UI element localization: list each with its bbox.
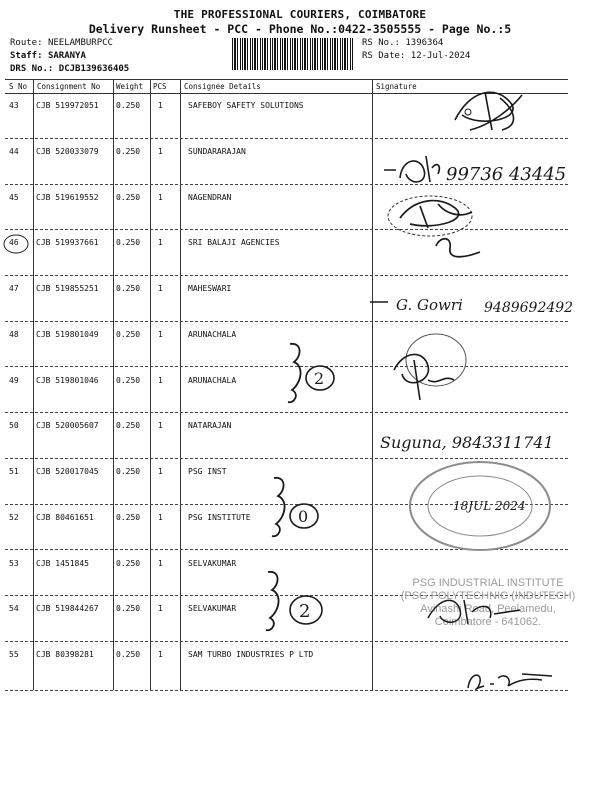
row-weight: 0.250 bbox=[116, 421, 141, 430]
drs-label: DRS No.: bbox=[10, 64, 54, 74]
signature-44-phone: 99736 43445 bbox=[446, 164, 567, 185]
col-pcs: PCS bbox=[153, 82, 167, 91]
route-value: NEELAMBURPCC bbox=[47, 38, 113, 48]
seal-date: 18JUL 2024 bbox=[453, 499, 526, 513]
signature-47-name: G. Gowri bbox=[396, 296, 463, 314]
row-consignee: NATARAJAN bbox=[188, 421, 232, 430]
bracket-mark-51-52 bbox=[268, 472, 328, 542]
row-consignment: CJB 519844267 bbox=[36, 604, 99, 613]
col-consignee: Consignee Details bbox=[184, 82, 261, 91]
col-signature: Signature bbox=[376, 82, 417, 91]
column-divider bbox=[150, 80, 151, 690]
row-sno: 51 bbox=[9, 467, 19, 476]
row-consignment: CJB 519801046 bbox=[36, 376, 99, 385]
drs-value: DCJB139636405 bbox=[58, 64, 130, 74]
row-sno: 54 bbox=[9, 604, 19, 613]
signature-47 bbox=[366, 288, 588, 324]
row-consignment: CJB 520033079 bbox=[36, 147, 99, 156]
rs-no-label: RS No.: bbox=[362, 38, 400, 48]
institute-round-seal bbox=[405, 458, 555, 558]
row-sno: 43 bbox=[9, 101, 19, 110]
route-line bbox=[10, 38, 113, 48]
row-weight: 0.250 bbox=[116, 604, 141, 613]
row-46-circle-mark bbox=[2, 233, 32, 255]
row-sno: 44 bbox=[9, 147, 19, 156]
row-pcs: 1 bbox=[158, 376, 163, 385]
row-divider bbox=[5, 412, 568, 413]
signature-48-49 bbox=[384, 330, 474, 410]
rs-date-line bbox=[362, 51, 470, 61]
row-consignee: PSG INSTITUTE bbox=[188, 513, 251, 522]
row-weight: 0.250 bbox=[116, 376, 141, 385]
col-weight: Weight bbox=[116, 82, 144, 91]
row-pcs: 1 bbox=[158, 193, 163, 202]
runsheet-title: Delivery Runsheet - PCC - Phone No.:0422-3505555 - Page No.:5 bbox=[88, 22, 512, 36]
rs-date-label: RS Date: bbox=[362, 51, 406, 61]
row-consignment: CJB 520017045 bbox=[36, 467, 99, 476]
row-sno: 49 bbox=[9, 376, 19, 385]
signature-45 bbox=[380, 188, 500, 268]
col-consignment: Consignment No bbox=[37, 82, 101, 91]
row-pcs: 1 bbox=[158, 650, 163, 659]
row-divider bbox=[5, 275, 568, 276]
signature-47-phone: 9489692492 bbox=[484, 300, 574, 316]
row-pcs: 1 bbox=[158, 559, 163, 568]
row-consignment: CJB 520005607 bbox=[36, 421, 99, 430]
row-pcs: 1 bbox=[158, 421, 163, 430]
row-pcs: 1 bbox=[158, 284, 163, 293]
row-sno: 47 bbox=[9, 284, 19, 293]
staff-label: Staff: bbox=[10, 51, 43, 61]
row-pcs: 1 bbox=[158, 467, 163, 476]
row-consignment: CJB 519619552 bbox=[36, 193, 99, 202]
rs-no-line bbox=[362, 38, 443, 48]
row-pcs: 1 bbox=[158, 101, 163, 110]
row-sno: 46 bbox=[9, 238, 19, 247]
row-sno: 53 bbox=[9, 559, 19, 568]
row-pcs: 1 bbox=[158, 604, 163, 613]
signature-55 bbox=[462, 668, 562, 696]
route-label: Route: bbox=[10, 38, 43, 48]
column-divider bbox=[180, 80, 181, 690]
row-divider bbox=[5, 138, 568, 139]
bracket-mark-53-54 bbox=[262, 566, 332, 638]
row-consignee: SAFEBOY SAFETY SOLUTIONS bbox=[188, 101, 304, 110]
row-weight: 0.250 bbox=[116, 330, 141, 339]
signature-50 bbox=[372, 424, 592, 456]
row-consignee: SELVAKUMAR bbox=[188, 604, 237, 613]
row-consignee: ARUNACHALA bbox=[188, 376, 237, 385]
row-weight: 0.250 bbox=[116, 147, 141, 156]
row-consignment: CJB 519972051 bbox=[36, 101, 99, 110]
row-pcs: 1 bbox=[158, 513, 163, 522]
stamp-line-3: Avinashi Road, Peelamedu, bbox=[420, 603, 556, 615]
signature-44 bbox=[380, 148, 590, 190]
column-divider bbox=[33, 80, 34, 690]
row-weight: 0.250 bbox=[116, 238, 141, 247]
row-consignee: SRI BALAJI AGENCIES bbox=[188, 238, 280, 247]
staff-line bbox=[10, 51, 86, 61]
row-consignment: CJB 80461651 bbox=[36, 513, 94, 522]
row-consignee: ARUNACHALA bbox=[188, 330, 237, 339]
stamp-line-1: PSG INDUSTRIAL INSTITUTE bbox=[412, 577, 564, 589]
row-sno: 55 bbox=[9, 650, 19, 659]
row-sno: 48 bbox=[9, 330, 19, 339]
row-consignment: CJB 519855251 bbox=[36, 284, 99, 293]
rs-date-value: 12-Jul-2024 bbox=[410, 51, 471, 61]
col-sno: S No bbox=[9, 82, 28, 91]
drs-line bbox=[10, 64, 129, 74]
row-pcs: 1 bbox=[158, 330, 163, 339]
row-weight: 0.250 bbox=[116, 513, 141, 522]
barcode bbox=[232, 38, 354, 70]
stamp-line-2: (PSG POLYTECHNIC (INDUTECH) bbox=[400, 590, 576, 602]
column-divider bbox=[372, 80, 373, 690]
row-consignee: SELVAKUMAR bbox=[188, 559, 237, 568]
signature-43 bbox=[440, 80, 530, 138]
bracket-mark-48-49 bbox=[284, 338, 344, 408]
row-consignee: SAM TURBO INDUSTRIES P LTD bbox=[188, 650, 314, 659]
row-weight: 0.250 bbox=[116, 284, 141, 293]
row-weight: 0.250 bbox=[116, 101, 141, 110]
row-sno: 50 bbox=[9, 421, 19, 430]
row-consignee: NAGENDRAN bbox=[188, 193, 232, 202]
company-title: THE PROFESSIONAL COURIERS, COIMBATORE bbox=[173, 8, 427, 21]
svg-text:0: 0 bbox=[298, 507, 309, 526]
row-pcs: 1 bbox=[158, 147, 163, 156]
row-sno: 45 bbox=[9, 193, 19, 202]
svg-text:2: 2 bbox=[314, 369, 325, 388]
row-consignment: CJB 80398281 bbox=[36, 650, 94, 659]
staff-value: SARANYA bbox=[47, 51, 86, 61]
rs-no-value: 1396364 bbox=[405, 38, 444, 48]
signature-53-54 bbox=[420, 590, 530, 630]
row-consignment: CJB 1451845 bbox=[36, 559, 89, 568]
row-weight: 0.250 bbox=[116, 467, 141, 476]
row-weight: 0.250 bbox=[116, 559, 141, 568]
row-divider bbox=[5, 641, 568, 642]
row-sno: 52 bbox=[9, 513, 19, 522]
row-consignee: MAHESWARI bbox=[188, 284, 232, 293]
row-consignee: SUNDARARAJAN bbox=[188, 147, 246, 156]
row-consignment: CJB 519937661 bbox=[36, 238, 99, 247]
column-divider bbox=[113, 80, 114, 690]
signature-50-text: Suguna, 9843311741 bbox=[380, 433, 554, 452]
row-consignment: CJB 519801049 bbox=[36, 330, 99, 339]
row-consignee: PSG INST bbox=[188, 467, 227, 476]
row-weight: 0.250 bbox=[116, 650, 141, 659]
row-pcs: 1 bbox=[158, 238, 163, 247]
row-weight: 0.250 bbox=[116, 193, 141, 202]
svg-text:2: 2 bbox=[299, 601, 311, 622]
stamp-line-4: Coimbatore - 641062. bbox=[434, 616, 542, 628]
